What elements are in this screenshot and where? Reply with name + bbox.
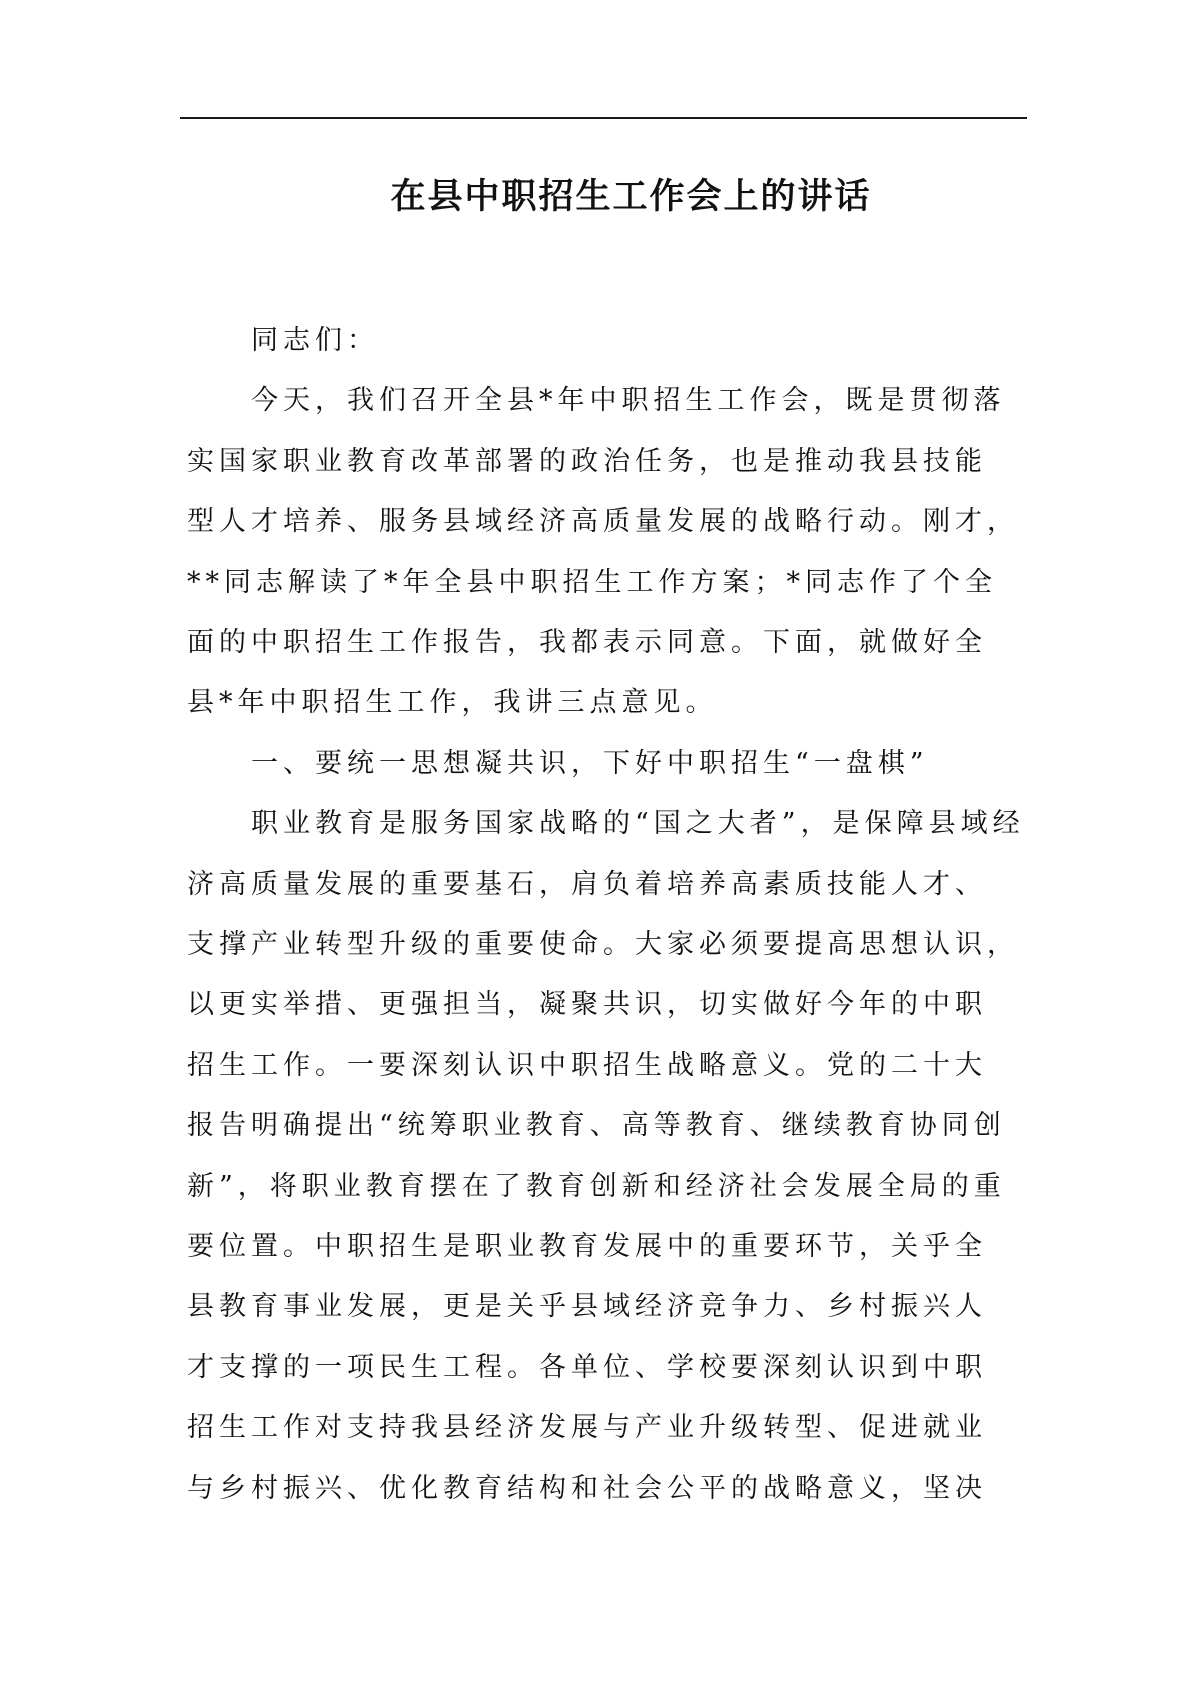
paragraph-line: 同志们： (251, 325, 379, 356)
paragraph-line: 今天，我们召开全县*年中职招生工作会，既是贯彻落 (251, 385, 1006, 416)
paragraph-line: 面的中职招生工作报告，我都表示同意。下面，就做好全 (187, 627, 987, 658)
paragraph-line: 济高质量发展的重要基石，肩负着培养高素质技能人才、 (187, 869, 987, 900)
paragraph-line: 支撑产业转型升级的重要使命。大家必须要提高思想认识， (187, 929, 1019, 960)
document-title: 在县中职招生工作会上的讲话 (390, 177, 872, 217)
paragraph-line: 要位置。中职招生是职业教育发展中的重要环节，关乎全 (187, 1231, 987, 1262)
header-rule (180, 117, 1027, 119)
paragraph-line: 招生工作对支持我县经济发展与产业升级转型、促进就业 (187, 1412, 987, 1443)
paragraph-line: 型人才培养、服务县域经济高质量发展的战略行动。刚才， (187, 506, 1019, 537)
paragraph-line: 实国家职业教育改革部署的政治任务，也是推动我县技能 (187, 446, 987, 477)
paragraph-line: 才支撑的一项民生工程。各单位、学校要深刻认识到中职 (187, 1352, 987, 1383)
paragraph-line: 县教育事业发展，更是关乎县域经济竞争力、乡村振兴人 (187, 1291, 987, 1322)
paragraph-line: 以更实举措、更强担当，凝聚共识，切实做好今年的中职 (187, 989, 987, 1020)
paragraph-line: **同志解读了*年全县中职招生工作方案；*同志作了个全 (187, 567, 997, 598)
paragraph-line: 与乡村振兴、优化教育结构和社会公平的战略意义，坚决 (187, 1473, 987, 1504)
section-heading: 一、要统一思想凝共识，下好中职招生“一盘棋” (251, 748, 929, 779)
paragraph-line: 职业教育是服务国家战略的“国之大者”，是保障县域经 (251, 808, 1025, 839)
paragraph-line: 报告明确提出“统筹职业教育、高等教育、继续教育协同创 (187, 1110, 1006, 1141)
paragraph-line: 新”，将职业教育摆在了教育创新和经济社会发展全局的重 (187, 1171, 1006, 1202)
paragraph-line: 县*年中职招生工作，我讲三点意见。 (187, 687, 718, 718)
paragraph-line: 招生工作。一要深刻认识中职招生战略意义。党的二十大 (187, 1050, 987, 1081)
